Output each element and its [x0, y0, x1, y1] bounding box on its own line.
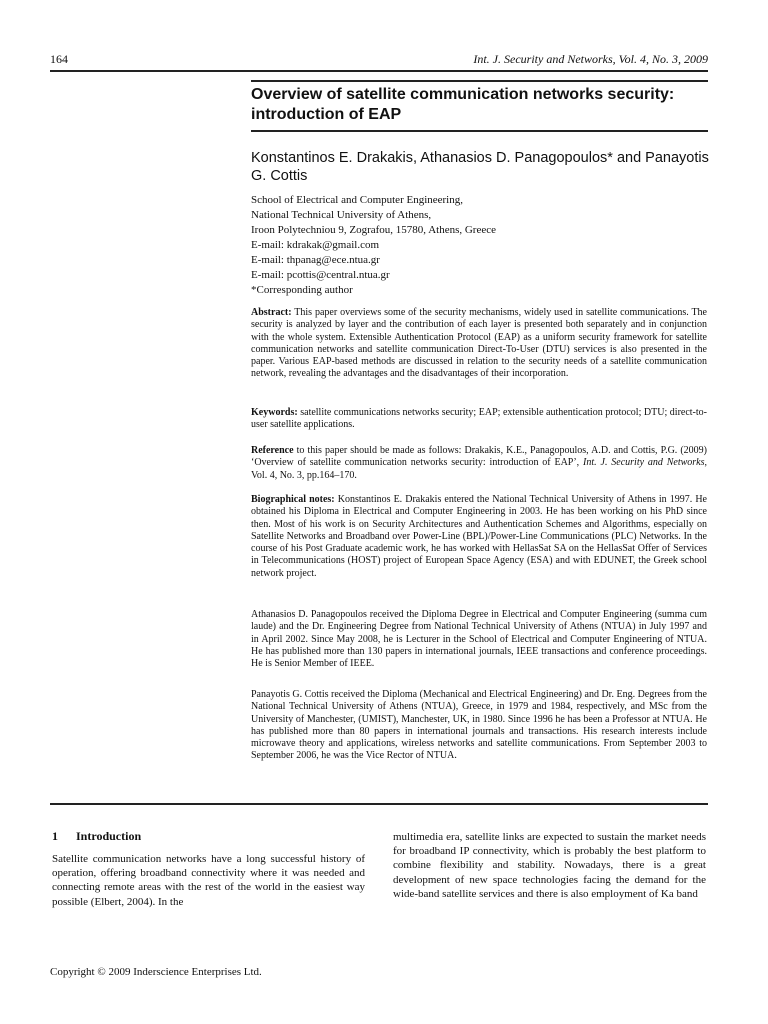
- abstract: [251, 307, 707, 381]
- section-heading-introduction: [52, 829, 141, 844]
- page-number: 164: [50, 52, 68, 66]
- keywords: [251, 407, 707, 432]
- abstract-text: This paper overviews some of the security mechanisms, widely used in satellite communications. The security is analyzed by layer and the contribution of each layer is presented both separately and in conjunction with the whole system. Extensible Authentication Protocol (EAP) as a uniform security framework for satellite communication networks and satellite communication Direct-To-User (DTU) services is also presented in the paper. Various EAP-based methods are discussed in relation to the security needs of a satellite communication network, revealing the advantages and the disadvantages of their incorporation.: [251, 307, 707, 380]
- reference-journal: Int. J. Security and Networks: [583, 457, 705, 469]
- email-line: E-mail: kdrakak@gmail.com: [251, 239, 380, 251]
- intro-right-column: multimedia era, satellite links are expected to sustain the market needs for broadband IP connectivity, which is probably the best platform to combine flexibility and stability. Nowadays, there is a great development of new space technologies facing the demand for the wide-band satellite services and there is also employment of Ka band: [393, 831, 706, 900]
- intro-left-column: Satellite communication networks have a long successful history of operation, offering broadband connectivity where it was needed and connecting remote areas with the rest of the world in the easiest way possible (Elbert, 2004). In the: [52, 853, 365, 908]
- title-bottom-rule: [251, 130, 708, 132]
- bio-panagopoulos: Athanasios D. Panagopoulos received the Diploma Degree in Electrical and Computer Engineering (summa cum laude) and the Dr. Engineering Degree from National Technical University of Athens (NTUA) in July 1997 and in April 2002. Since May 2008, he is Lecturer in the School of Electrical and Computer Engineering of NTUA. He has published more than 130 papers in international journals, IEEE transactions and conference proceedings. He is Senior Member of IEEE.: [251, 609, 707, 670]
- email-line: E-mail: pcottis@central.ntua.gr: [251, 269, 390, 281]
- abstract-label: Abstract:: [251, 307, 292, 318]
- section-number: 1: [52, 829, 58, 843]
- header-rule: [50, 70, 708, 72]
- affiliation-line: Iroon Polytechniou 9, Zografou, 15780, Athens, Greece: [251, 224, 496, 236]
- affiliation-block: [251, 193, 721, 298]
- bio-cottis: Panayotis G. Cottis received the Diploma (Mechanical and Electrical Engineering) and Dr. Eng. Degrees from the National Technical University of Athens (NTUA), Greece, in 1979 and 1984, respectively, and MSc from the University of Manchester, (UMIST), Manchester, UK, in 1980. Since 1996 he has been a Professor at NTUA. He has published more than 80 papers in international journals and transactions. His research interests include microwave theory and applications, wireless networks and satellite communications. From September 2003 to September 2006, he was the Vice Rector of NTUA.: [251, 689, 707, 762]
- section-divider: [50, 803, 708, 805]
- copyright-footer: Copyright © 2009 Inderscience Enterprises Ltd.: [50, 966, 262, 978]
- journal-header: Int. J. Security and Networks, Vol. 4, No. 3, 2009: [473, 52, 708, 66]
- title-rule: [251, 80, 708, 82]
- affiliation-line: National Technical University of Athens,: [251, 209, 432, 221]
- keywords-label: Keywords:: [251, 407, 298, 418]
- bio-text: Konstantinos E. Drakakis entered the National Technical University of Athens in 1997. He obtained his Diploma in Electrical and Computer Engineering in 2003. He has been working on his PhD since then. Most of his work is on Security Architectures and Authentication Schemes and Algorithms, especially on Satellite Networks and Broadband over Power-Line (BPL)/Power-Line Communications (PLC) Networks. In the course of his Post Graduate academic work, he has worked with HellasSat SA on the HellasSat Offer of Services in Telecommunications (HOST) project of European Space Agency (ESA) and with EDUNET, the Greek school network project.: [251, 494, 707, 579]
- reference-note: [251, 445, 707, 482]
- reference-label: Reference: [251, 445, 294, 456]
- author-list: Konstantinos E. Drakakis, Athanasios D. Panagopoulos* and Panayotis G. Cottis: [251, 150, 709, 184]
- reference-text: to this paper should be made as follows: Drakakis, K.E., Panagopoulos, A.D. and Cottis, P.G. (2009) ‘Overview of satellite communication networks security: introduction of EAP’,: [251, 445, 708, 469]
- keywords-text: satellite communications networks security; EAP; extensible authentication protocol; DTU; direct-to-user satellite applications.: [251, 407, 707, 431]
- bio-drakakis: [251, 494, 707, 580]
- corresponding-author-note: *Corresponding author: [251, 284, 353, 296]
- section-title: Introduction: [76, 829, 142, 843]
- email-line: E-mail: thpanag@ece.ntua.gr: [251, 254, 380, 266]
- paper-title: Overview of satellite communication networks security: introduction of EAP: [251, 86, 675, 123]
- bio-label: Biographical notes:: [251, 494, 335, 505]
- reference-citation: , Vol. 4, No. 3, pp.164–170.: [251, 457, 708, 481]
- affiliation-line: School of Electrical and Computer Engineering,: [251, 194, 463, 206]
